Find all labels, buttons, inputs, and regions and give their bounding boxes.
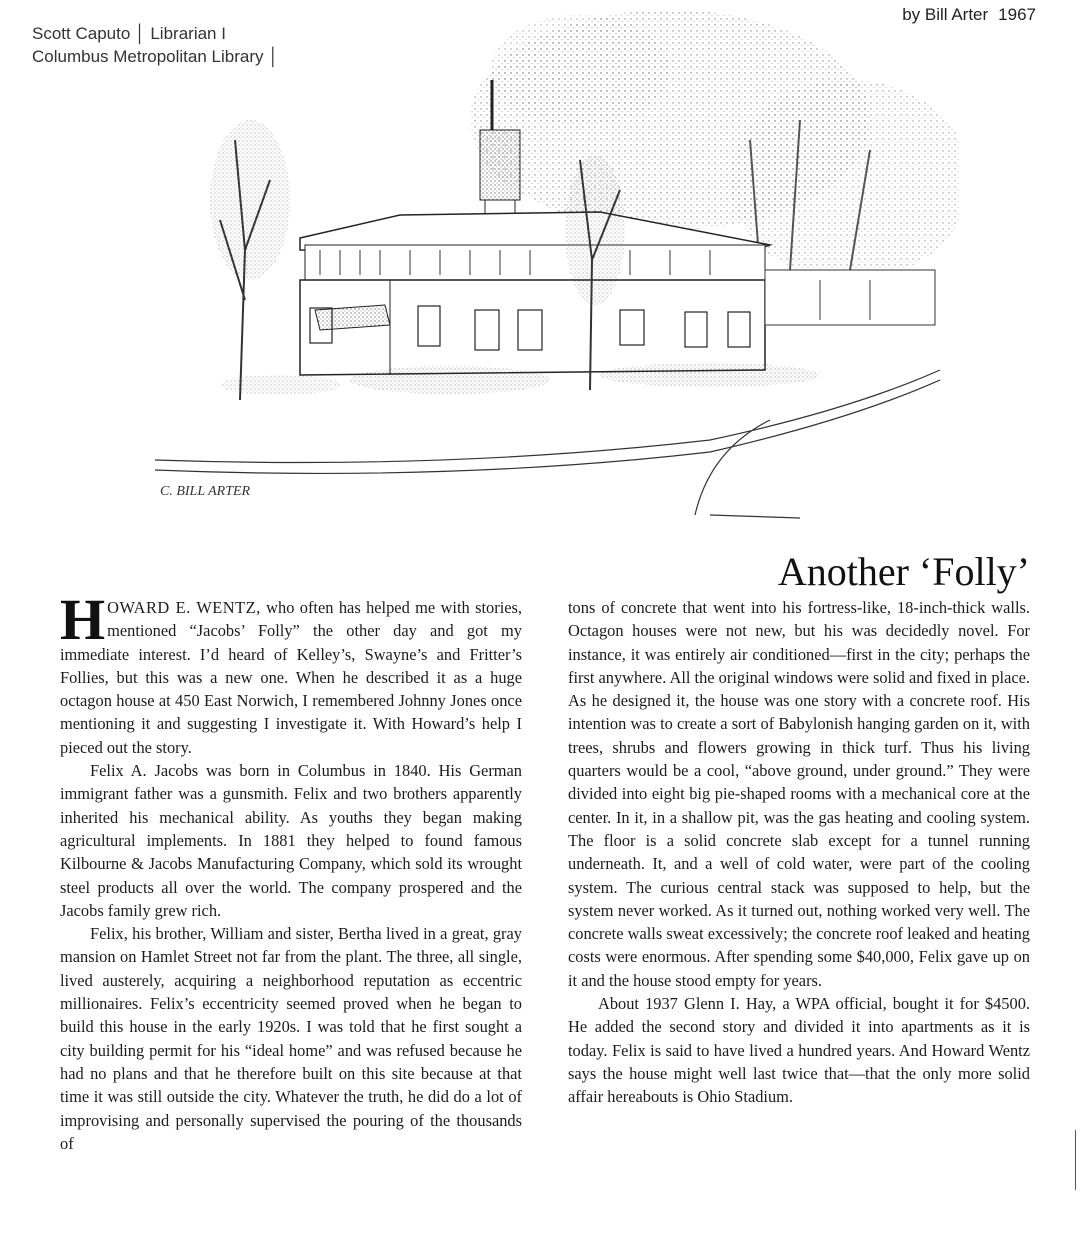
article-paragraph-1 <box>60 587 523 759</box>
scan-edge-line <box>1075 1130 1076 1190</box>
article-paragraph-2: Felix A. Jacobs was born in Columbus in 1840. His German immigrant father was a gunsmith. Felix and two brothers apparently inherited his mechanical ability. As youths they began making agricultural implements. In 1881 they helped to found famous Kilbourne & Jacobs Manufacturing Company, which sold its wrought steel products all over the world. The company prospered and the Jacobs family grew rich. <box>60 761 522 920</box>
library-line: Columbus Metropolitan Library │ <box>32 47 279 66</box>
librarian-line: Scott Caputo │ Librarian I <box>32 24 226 43</box>
artist-signature: C. BILL ARTER <box>160 484 251 499</box>
left-tree <box>210 120 290 400</box>
drop-cap: H <box>60 587 106 652</box>
paragraph-1-text: who often has helped me with stories, mentioned “Jacobs’ Folly” the other day and got my immediate interest. I’d heard of Kelley’s, Swayne’s and Fritter’s Follies, but this was a new one. When he described it as a huge octagon house at 450 East Norwich, I remembered Johnny Jones once mentioning it and suggesting I investigate it. With Howard’s help I pieced out the story. <box>60 598 523 757</box>
article-column-right <box>568 596 1030 1109</box>
lead-in: OWARD E. WENTZ, <box>107 598 261 617</box>
article-title: Another ‘Folly’ <box>777 549 1030 594</box>
article-column-left <box>60 587 523 1155</box>
article-paragraph-3: Felix, his brother, William and sister, Bertha lived in a great, gray mansion on Hamlet Street not far from the plant. The three, all single, lived austerely, acquiring a neighborhood reputation as eccentric millionaires. Felix’s eccentricity seemed proved when he began to build this house in the early 1920s. I was told that he first sought a city building permit for his “ideal home” and was refused because he had no plans and that he therefore built on this site because at that time it was still outside the city. Whatever the truth, he did do a lot of improvising and personally supervised the pouring of the thousands of <box>60 924 522 1153</box>
article-paragraph-3-continued: tons of concrete that went into his fortress-like, 18-inch-thick walls. Octagon houses were not new, but his was decidedly novel. For instance, it was entirely air conditioned—first in the city; perhaps the first anywhere. All the original windows were solid and fixed in place. As he designed it, the house was one story with a concrete roof. His intention was to create a sort of Babylonish hanging garden on it, with trees, shrubs and flowers growing in thick turf. Thus his living quarters would be a cool, “above ground, under ground.” They were divided into eight big pie-shaped rooms with a mechanical core at the center. In it, in a shallow pit, was the gas heating and cooling system. The floor is a solid concrete slab except for a tunnel running underneath. It, and a well of cold water, were part of the cooling system. The curious central stack was supposed to help, but the system never worked. As it turned out, nothing worked very well. The concrete walls sweat excessively; the concrete roof leaked and heating costs were enormous. After spending some $40,000, Felix gave up on it and the house stood empty for years. <box>568 598 1031 990</box>
artist-name: by Bill Arter <box>902 5 989 24</box>
octagon-house-illustration <box>150 0 960 530</box>
article-paragraph-4: About 1937 Glenn I. Hay, a WPA official, bought it for $4500. He added the second story and divided it into apartments as it is today. Felix is said to have lived a hundred years. And Howard Wentz says the house might well last twice that—that the only more solid affair hereabouts is Ohio Stadium. <box>568 994 1030 1107</box>
publication-year: 1967 <box>998 5 1036 24</box>
